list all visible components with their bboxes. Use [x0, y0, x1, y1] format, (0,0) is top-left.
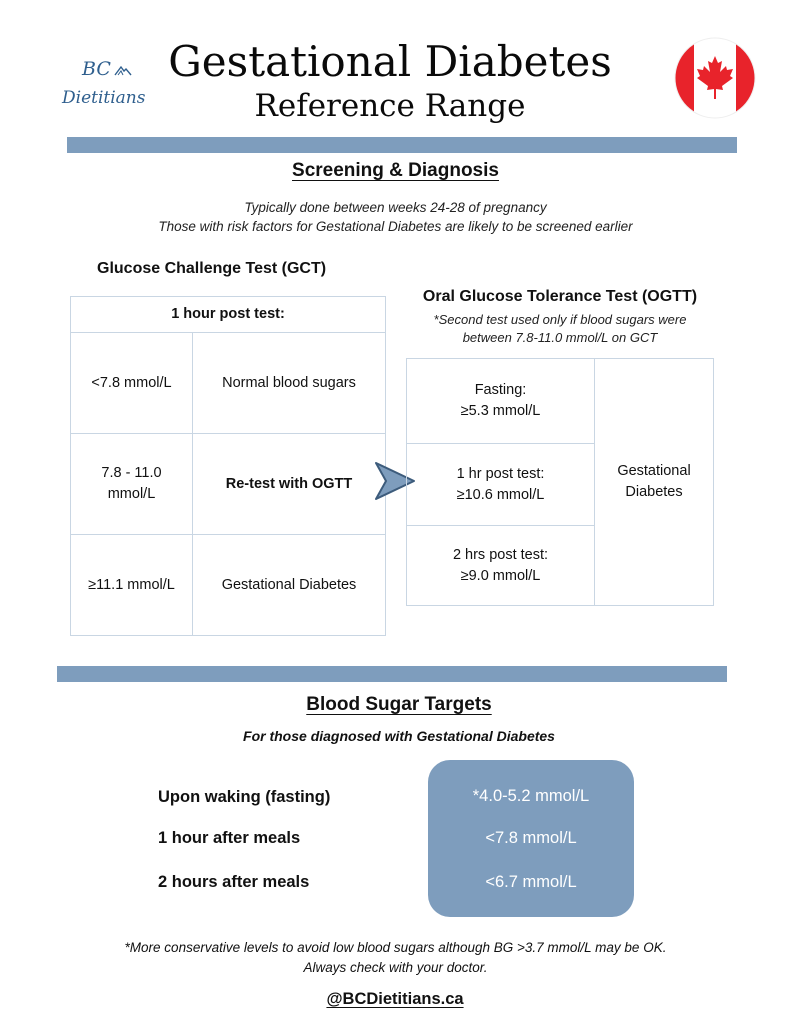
target-row-2-value: <7.8 mmol/L: [485, 829, 577, 847]
ogtt-row-2-value: ≥10.6 mmol/L: [456, 486, 545, 503]
screening-title: Screening & Diagnosis: [292, 160, 499, 181]
mountain-icon: [114, 64, 132, 76]
gct-row-3-value: ≥11.1 mmol/L: [88, 576, 175, 593]
footnote: [40, 938, 751, 978]
logo-text-bc: BC: [82, 58, 111, 80]
gct-row-3-result-cell: [192, 534, 386, 636]
ogtt-row-2-cell: [406, 443, 595, 526]
logo-text-dietitians: Dietitians: [62, 88, 146, 108]
targets-title: Blood Sugar Targets: [306, 694, 492, 715]
ogtt-result: Gestational Diabetes: [617, 463, 691, 500]
gct-row-1-result-cell: [192, 332, 386, 434]
gct-row-3-value-cell: [70, 534, 193, 636]
ogtt-title: Oral Glucose Tolerance Test (OGTT): [422, 288, 698, 305]
footnote-line-1: *More conservative levels to avoid low blood sugars although BG >3.7 mmol/L may be OK.: [124, 940, 667, 955]
canada-flag-icon: [673, 36, 757, 120]
social-handle: @BCDietitians.ca: [326, 990, 464, 1008]
gct-row-1-result: Normal blood sugars: [222, 374, 356, 391]
ogtt-row-1-value: ≥5.3 mmol/L: [460, 403, 541, 419]
page-subtitle: Reference Range: [254, 88, 526, 124]
page-title: Gestational Diabetes: [168, 37, 612, 86]
target-row-1-value: *4.0-5.2 mmol/L: [472, 787, 590, 805]
ogtt-note-1: *Second test used only if blood sugars were: [433, 312, 687, 327]
gct-title: Glucose Challenge Test (GCT): [97, 260, 327, 277]
ogtt-row-3-label: 2 hrs post test:: [452, 546, 549, 563]
ogtt-row-2-label: 1 hr post test:: [456, 465, 545, 482]
logo: [52, 52, 152, 122]
gct-row-2-value: 7.8 - 11.0 mmol/L: [101, 465, 162, 502]
divider-bar-top: [67, 137, 737, 153]
screening-note-1: Typically done between weeks 24-28 of pregnancy: [244, 200, 547, 215]
gct-header: 1 hour post test:: [171, 306, 285, 322]
gct-row-2-result-cell: [192, 433, 386, 535]
footnote-line-2: Always check with your doctor.: [303, 960, 488, 975]
ogtt-row-3-cell: [406, 525, 595, 606]
target-row-3-value: <6.7 mmol/L: [485, 873, 577, 891]
screening-note-2: Those with risk factors for Gestational Diabetes are likely to be screened earlier: [158, 219, 633, 234]
gct-row-1-value: <7.8 mmol/L: [91, 374, 172, 391]
ogtt-note-2: between 7.8-11.0 mmol/L on GCT: [462, 330, 658, 345]
gct-row-2-value-cell: [70, 433, 193, 535]
ogtt-row-1-label: Fasting:: [474, 382, 527, 398]
gct-row-2-result: Re-test with OGTT: [225, 475, 353, 492]
gct-row-3-result: Gestational Diabetes: [221, 576, 357, 593]
target-row-3-label: 2 hours after meals: [158, 873, 310, 891]
target-row-1-label: Upon waking (fasting): [158, 788, 331, 806]
target-row-2-label: 1 hour after meals: [158, 829, 301, 847]
ogtt-result-cell: [594, 358, 714, 606]
ogtt-row-3-value: ≥9.0 mmol/L: [460, 567, 541, 584]
gct-header-cell: [70, 296, 386, 333]
targets-subtitle: For those diagnosed with Gestational Diabetes: [243, 728, 555, 744]
gct-row-1-value-cell: [70, 332, 193, 434]
ogtt-row-1-cell: [406, 358, 595, 444]
divider-bar-middle: [57, 666, 727, 682]
